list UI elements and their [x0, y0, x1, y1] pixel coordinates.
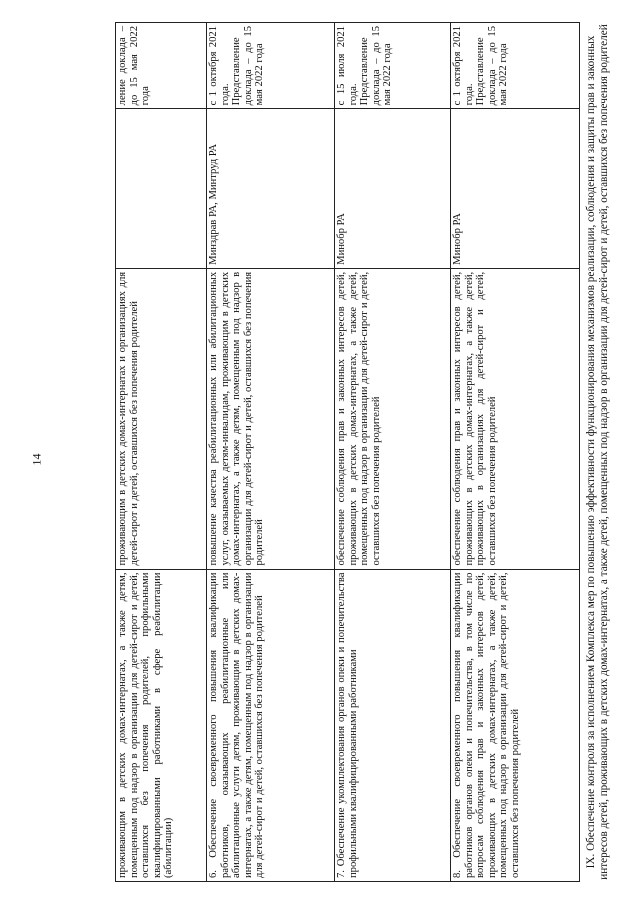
table-row — [451, 23, 580, 882]
measure-cell: проживающим в детских домах-интернатах, а также детям, помещенным под надзор в организации для детей-сирот и детей, оставшихся без попечения родителей, профильными квалифицированными работниками в сфере реабилитации (абилитации) — [116, 569, 207, 881]
deadline-cell: с 15 июля 2021 года. Представление доклада – до 15 мая 2022 года — [335, 23, 451, 109]
result-cell: повышение качества реабилитационных или абилитационных услуг, оказываемых детям-инвалидам, проживающим в детских домах-интернатах, а также детям, помещенным под надзор в организации для детей-сирот и детей, оставшихся без попечения родителей — [207, 268, 335, 569]
executor-cell — [116, 109, 207, 269]
deadline-cell: ление доклада – до 15 мая 2022 года — [116, 23, 207, 109]
executor-cell: Минобр РА — [451, 109, 580, 269]
result-cell: проживающим в детских домах-интернатах и организациях для детей-сирот и детей, оставшихся без попечения родителей — [116, 268, 207, 569]
rotated-sheet — [115, 22, 610, 882]
table-row — [116, 23, 207, 882]
measure-cell: 8. Обеспечение своевременного повышения квалификации работников органов опеки и попечительства, в том числе по вопросам соблюдения прав и законных интересов детей, проживающих в детских домах-интернатах, а также детей, помещенных под надзор в организации для детей-сирот и детей, оставшихся без попечения родителей — [451, 569, 580, 881]
measure-cell: 6. Обеспечение своевременного повышения квалификации работников, оказывающих реабилитационные или абилитационные услуги детям, проживающим в детских домах-интернатах, а также детям, помещенным под надзор в организации для детей-сирот и детей, оставшихся без попечения родителей — [207, 569, 335, 881]
table-row — [335, 23, 451, 882]
executor-cell: Минздрав РА, Минтруд РА — [207, 109, 335, 269]
page-number: 14 — [29, 453, 44, 466]
measure-cell: 7. Обеспечение укомплектования органов опеки и попечительства профильными квалифицированными работниками — [335, 569, 451, 881]
result-cell: обеспечение соблюдения прав и законных интересов детей, проживающих в детских домах-интернатах, а также детей, проживающих в организациях для детей-сирот и детей, оставшихся без попечения родителей — [451, 268, 580, 569]
section-title: IX. Обеспечение контроля за исполнением Комплекса мер по повышению эффективности функционирования механизмов реализации, соблюдения и защиты прав и законных интересов детей, проживающих в детских домах-интернатах, а также детей, помещенных под надзор в организации для детей-сирот и детей, оставшихся без попечения родителей — [585, 24, 610, 880]
executor-cell: Минобр РА — [335, 109, 451, 269]
table-row — [207, 23, 335, 882]
deadline-cell: с 1 октября 2021 года. Представление доклада – до 15 мая 2022 года — [451, 23, 580, 109]
measures-table — [115, 22, 580, 882]
deadline-cell: с 1 октября 2021 года. Представление доклада – до 15 мая 2022 года — [207, 23, 335, 109]
result-cell: обеспечение соблюдения прав и законных интересов детей, проживающих в детских домах-интернатах, а также детей, помещенных под надзор в организации для детей-сирот и детей, оставшихся без попечения родителей — [335, 268, 451, 569]
